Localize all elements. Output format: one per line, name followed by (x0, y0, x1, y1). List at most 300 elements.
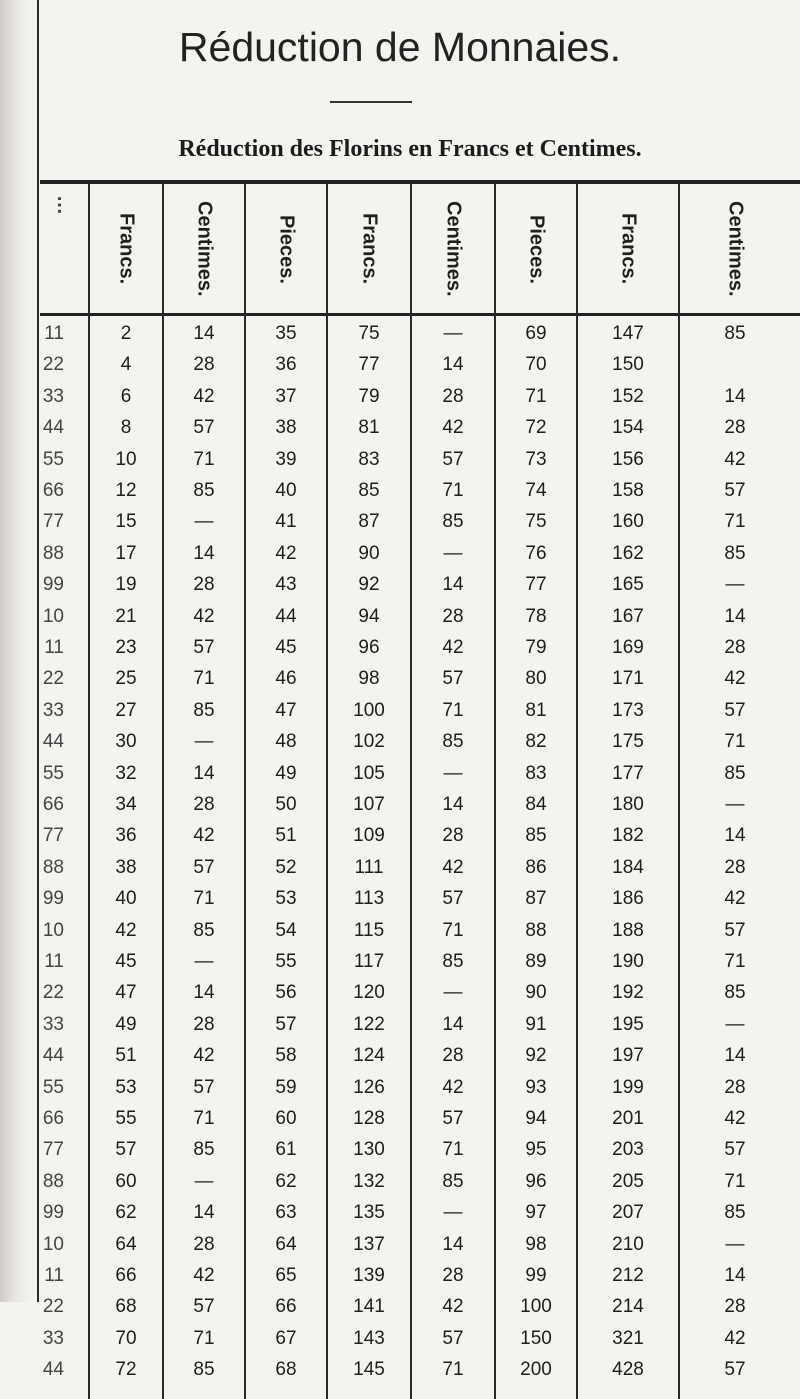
table-cell: 180 (612, 794, 644, 815)
table-cell: 207 (612, 1202, 644, 1224)
table-cell: 72 (525, 417, 547, 439)
table-row (0, 1010, 800, 1039)
cut-edge-number: 77 (42, 1139, 64, 1161)
table-cell: 195 (612, 1013, 644, 1035)
table-cell: 88 (525, 919, 547, 941)
table-cell: 28 (193, 1013, 215, 1035)
table-cell: 66 (275, 1296, 297, 1318)
table-cell: 126 (353, 1076, 385, 1098)
table-cell: 47 (275, 699, 297, 721)
table-cell: 62 (275, 1170, 297, 1192)
table-cell: 57 (724, 919, 746, 941)
table-cell: 74 (525, 480, 547, 501)
table-cell: 66 (115, 1265, 137, 1286)
table-cell: 90 (358, 542, 380, 564)
table-cell: 63 (275, 1202, 297, 1224)
table-cell: 28 (724, 1076, 746, 1098)
table-cell: 42 (724, 1327, 746, 1349)
table-cell: 139 (353, 1265, 385, 1286)
table-cell: 158 (612, 480, 644, 501)
table-cell: — (194, 731, 214, 753)
table-cell: 42 (193, 1045, 215, 1067)
table-cell: 14 (442, 794, 464, 815)
table-row (0, 790, 800, 819)
table-cell: 201 (612, 1108, 644, 1129)
table-cell: 23 (115, 637, 137, 658)
table-cell: — (443, 762, 463, 784)
table-cell: 50 (275, 794, 297, 815)
table-cell: 14 (724, 385, 746, 407)
table-header-rule (40, 313, 800, 316)
table-cell: 60 (275, 1108, 297, 1129)
table-cell: 6 (120, 385, 132, 407)
table-subtitle: Réduction des Florins en Francs et Centimes. (178, 136, 642, 162)
cut-edge-number: 10 (42, 1233, 64, 1255)
table-row (0, 476, 800, 505)
page-title: Réduction de Monnaies. (178, 24, 622, 70)
table-cell: 214 (612, 1296, 644, 1318)
table-row (0, 978, 800, 1007)
table-cell: 42 (442, 856, 464, 878)
table-top-border (40, 180, 800, 184)
table-cell: 173 (612, 699, 644, 721)
table-row (0, 539, 800, 568)
table-cell: 128 (353, 1108, 385, 1129)
table-cell: 210 (612, 1233, 644, 1255)
cut-header: … (53, 195, 75, 215)
table-cell: 96 (525, 1170, 547, 1192)
cut-edge-number: 66 (42, 480, 64, 501)
table-cell: 71 (724, 951, 746, 972)
table-cell: 96 (358, 637, 380, 658)
cut-edge-number: 10 (42, 605, 64, 627)
table-cell: 92 (525, 1045, 547, 1067)
table-cell: 84 (525, 794, 547, 815)
table-cell: 79 (358, 385, 380, 407)
table-row (0, 1355, 800, 1384)
table-cell: — (725, 574, 745, 596)
table-row (0, 1135, 800, 1164)
table-cell: 73 (525, 448, 547, 470)
table-cell: — (725, 1233, 745, 1255)
table-cell: 85 (442, 511, 464, 533)
table-row (0, 1073, 800, 1102)
table-row (0, 664, 800, 693)
table-cell: 94 (358, 605, 380, 627)
table-cell: 28 (193, 574, 215, 596)
table-cell: 79 (525, 637, 547, 658)
table-cell: 57 (724, 1359, 746, 1381)
table-cell: 177 (612, 762, 644, 784)
table-row (0, 1261, 800, 1290)
table-cell: 71 (724, 1170, 746, 1192)
table-cell: 62 (115, 1202, 137, 1224)
table-cell: 38 (115, 856, 137, 878)
table-cell: 81 (358, 417, 380, 439)
table-cell: 92 (358, 574, 380, 596)
table-cell: 35 (275, 323, 297, 344)
table-row (0, 570, 800, 599)
table-cell: 70 (115, 1327, 137, 1349)
table-cell: 85 (442, 951, 464, 972)
table-cell: 40 (275, 480, 297, 501)
table-cell: 14 (442, 1233, 464, 1255)
table-cell: 36 (115, 825, 137, 847)
table-row (0, 821, 800, 850)
table-row (0, 1324, 800, 1353)
table-cell: 14 (724, 1265, 746, 1286)
table-cell: 14 (193, 762, 215, 784)
table-row (0, 602, 800, 631)
table-cell: 43 (275, 574, 297, 596)
table-cell: 85 (193, 1359, 215, 1381)
table-cell: 85 (193, 919, 215, 941)
table-cell: 42 (724, 668, 746, 690)
table-cell: 71 (442, 699, 464, 721)
table-cell: 71 (193, 1327, 215, 1349)
table-cell: 49 (275, 762, 297, 784)
table-cell: 85 (358, 480, 380, 501)
table-cell: 77 (358, 354, 380, 376)
header-centimes-3: Centimes. (724, 201, 747, 297)
table-cell: 160 (612, 511, 644, 533)
table-cell: 154 (612, 417, 644, 439)
table-row (0, 1041, 800, 1070)
table-cell: 85 (724, 762, 746, 784)
table-row (0, 382, 800, 411)
table-cell: 100 (520, 1296, 552, 1318)
table-cell: 85 (193, 699, 215, 721)
cut-edge-number: 10 (42, 919, 64, 941)
table-cell: 141 (353, 1296, 385, 1318)
table-cell: 57 (442, 1108, 464, 1129)
table-cell: 57 (724, 1139, 746, 1161)
table-cell: 190 (612, 951, 644, 972)
table-cell: 42 (724, 888, 746, 910)
table-cell: 68 (275, 1359, 297, 1381)
table-row (0, 884, 800, 913)
cut-edge-number: 88 (42, 856, 64, 878)
table-cell: 28 (193, 1233, 215, 1255)
table-cell: 98 (358, 668, 380, 690)
table-cell: 71 (193, 1108, 215, 1129)
table-cell: 57 (193, 856, 215, 878)
cut-edge-number: 99 (42, 574, 64, 596)
table-cell: 45 (115, 951, 137, 972)
table-cell: 47 (115, 982, 137, 1004)
table-cell: 71 (442, 480, 464, 501)
table-cell: 91 (525, 1013, 547, 1035)
table-cell: 97 (525, 1202, 547, 1224)
table-cell: 132 (353, 1170, 385, 1192)
table-cell: 143 (353, 1327, 385, 1349)
header-francs-2: Francs. (358, 213, 381, 285)
table-cell: 42 (724, 1108, 746, 1129)
table-cell: 85 (724, 982, 746, 1004)
header-centimes-1: Centimes. (193, 201, 216, 297)
table-cell: 188 (612, 919, 644, 941)
table-cell: 57 (193, 1296, 215, 1318)
table-cell: 100 (353, 699, 385, 721)
table-cell: 75 (358, 323, 380, 344)
header-centimes-2: Centimes. (442, 201, 465, 297)
table-cell: 52 (275, 856, 297, 878)
table-cell: 39 (275, 448, 297, 470)
table-cell: 85 (724, 1202, 746, 1224)
title-underline (330, 101, 412, 103)
table-cell: 12 (115, 480, 137, 501)
table-cell: 14 (442, 1013, 464, 1035)
table-cell: 77 (525, 574, 547, 596)
table-cell: 67 (275, 1327, 297, 1349)
table-cell: 99 (525, 1265, 547, 1286)
table-cell: 200 (520, 1359, 552, 1381)
table-cell: 69 (525, 323, 547, 344)
table-cell: 45 (275, 637, 297, 658)
header-francs-3: Francs. (617, 213, 640, 285)
table-cell: 53 (275, 888, 297, 910)
table-cell: 184 (612, 856, 644, 878)
table-cell: 71 (724, 511, 746, 533)
table-cell: 169 (612, 637, 644, 658)
cut-edge-number: 33 (42, 1327, 64, 1349)
table-cell: 76 (525, 542, 547, 564)
table-cell: 71 (442, 1139, 464, 1161)
table-cell: 85 (525, 825, 547, 847)
cut-edge-number: 11 (44, 951, 64, 972)
table-cell: 28 (442, 385, 464, 407)
table-cell: 55 (275, 951, 297, 972)
table-cell: — (194, 951, 214, 972)
table-cell: 57 (115, 1139, 137, 1161)
table-cell: 14 (724, 1045, 746, 1067)
cut-edge-number: 44 (42, 1045, 64, 1067)
table-cell: 98 (525, 1233, 547, 1255)
table-cell: — (443, 323, 463, 344)
table-cell: 61 (275, 1139, 297, 1161)
table-row (0, 1104, 800, 1133)
cut-edge-number: 55 (42, 762, 64, 784)
table-row (0, 319, 800, 348)
table-cell: 64 (115, 1233, 137, 1255)
table-cell: 203 (612, 1139, 644, 1161)
cut-edge-number: 66 (42, 1108, 64, 1129)
table-cell: 147 (612, 323, 644, 344)
cut-edge-number: 55 (42, 1076, 64, 1098)
table-cell: 71 (193, 448, 215, 470)
table-cell: 212 (612, 1265, 644, 1286)
table-cell: 25 (115, 668, 137, 690)
table-cell: 167 (612, 605, 644, 627)
table-cell: 57 (442, 668, 464, 690)
table-cell: 83 (525, 762, 547, 784)
cut-edge-number: 55 (42, 448, 64, 470)
table-cell: 93 (525, 1076, 547, 1098)
cut-edge-number: 22 (42, 982, 64, 1004)
table-cell: 14 (724, 605, 746, 627)
table-cell: 72 (115, 1359, 137, 1381)
table-cell: 109 (353, 825, 385, 847)
table-cell: 55 (115, 1108, 137, 1129)
table-cell: 28 (724, 417, 746, 439)
table-cell: 105 (353, 762, 385, 784)
table-cell: 68 (115, 1296, 137, 1318)
table-cell: 135 (353, 1202, 385, 1224)
table-cell: 8 (120, 417, 132, 439)
table-cell: 51 (275, 825, 297, 847)
table-row (0, 1230, 800, 1259)
table-cell: — (194, 1170, 214, 1192)
table-cell: 182 (612, 825, 644, 847)
table-cell: 205 (612, 1170, 644, 1192)
table-cell: 321 (612, 1327, 644, 1349)
table-cell: 57 (724, 699, 746, 721)
table-cell: 54 (275, 919, 297, 941)
table-row (0, 350, 800, 379)
table-cell: 85 (442, 1170, 464, 1192)
table-cell: 113 (353, 888, 385, 910)
cut-edge-number: 33 (42, 1013, 64, 1035)
table-row (0, 445, 800, 474)
table-cell: 57 (275, 1013, 297, 1035)
table-cell: 28 (724, 637, 746, 658)
cut-edge-number: 88 (42, 1170, 64, 1192)
cut-edge-number: 77 (42, 511, 64, 533)
table-row (0, 727, 800, 756)
table-cell: — (725, 794, 745, 815)
table-cell: 57 (442, 1327, 464, 1349)
table-cell: 175 (612, 731, 644, 753)
table-cell: 42 (442, 1076, 464, 1098)
table-cell: 51 (115, 1045, 137, 1067)
table-cell: 85 (193, 1139, 215, 1161)
table-cell: 57 (193, 417, 215, 439)
table-cell: 70 (525, 354, 547, 376)
table-cell: 57 (442, 448, 464, 470)
table-cell: 14 (442, 574, 464, 596)
table-row (0, 853, 800, 882)
table-cell: 57 (193, 1076, 215, 1098)
cut-edge-number: 33 (42, 385, 64, 407)
table-cell: 85 (193, 480, 215, 501)
header-pieces-1: Pieces. (275, 214, 298, 284)
table-cell: 85 (724, 542, 746, 564)
table-cell: 57 (193, 637, 215, 658)
table-cell: 102 (353, 731, 385, 753)
table-cell: 21 (115, 605, 137, 627)
table-cell: 90 (525, 982, 547, 1004)
table-cell: 56 (275, 982, 297, 1004)
table-cell: 42 (193, 825, 215, 847)
table-cell: 34 (115, 794, 137, 815)
table-cell: 42 (442, 417, 464, 439)
table-cell: 162 (612, 542, 644, 564)
table-cell: 87 (525, 888, 547, 910)
table-cell: 115 (353, 919, 385, 941)
table-cell: 58 (275, 1045, 297, 1067)
table-cell: 150 (520, 1327, 552, 1349)
table-cell: 71 (442, 1359, 464, 1381)
table-cell: 71 (193, 888, 215, 910)
table-cell: 17 (115, 542, 137, 564)
table-cell: — (725, 1013, 745, 1035)
table-cell: 95 (525, 1139, 547, 1161)
cut-edge-number: 88 (42, 542, 64, 564)
table-cell: 59 (275, 1076, 297, 1098)
table-cell: 42 (724, 448, 746, 470)
table-cell: 130 (353, 1139, 385, 1161)
table-row (0, 947, 800, 976)
table-cell (680, 350, 790, 379)
header-francs-1: Francs. (115, 213, 138, 285)
table-row (0, 1198, 800, 1227)
table-cell: 40 (115, 888, 137, 910)
table-cell: 145 (353, 1359, 385, 1381)
cut-edge-number: 22 (42, 354, 64, 376)
table-cell: 42 (442, 637, 464, 658)
table-cell: 156 (612, 448, 644, 470)
table-cell: 60 (115, 1170, 137, 1192)
table-cell: 71 (442, 919, 464, 941)
table-cell: 86 (525, 856, 547, 878)
table-cell: 137 (353, 1233, 385, 1255)
table-cell: 82 (525, 731, 547, 753)
table-cell: 107 (353, 794, 385, 815)
table-cell: 32 (115, 762, 137, 784)
table-cell: 80 (525, 668, 547, 690)
table-row (0, 633, 800, 662)
table-cell: 42 (193, 1265, 215, 1286)
table-cell: 28 (193, 794, 215, 815)
table-cell: 120 (353, 982, 385, 1004)
table-cell: 36 (275, 354, 297, 376)
table-cell: 28 (724, 1296, 746, 1318)
table-cell: 122 (353, 1013, 385, 1035)
table-cell: 64 (275, 1233, 297, 1255)
table-row (0, 916, 800, 945)
cut-edge-number: 66 (42, 794, 64, 815)
table-row (0, 1167, 800, 1196)
cut-edge-number: 99 (42, 1202, 64, 1224)
table-cell: 57 (442, 888, 464, 910)
table-cell: 42 (275, 542, 297, 564)
table-cell: 124 (353, 1045, 385, 1067)
table-cell: 150 (612, 354, 644, 376)
table-cell: 14 (193, 982, 215, 1004)
cut-edge-number: 99 (42, 888, 64, 910)
table-cell: 28 (724, 856, 746, 878)
table-cell: 117 (353, 951, 385, 972)
table-cell: 28 (442, 605, 464, 627)
table-cell: 14 (193, 1202, 215, 1224)
table-cell: 42 (442, 1296, 464, 1318)
cut-edge-number: 44 (42, 1359, 64, 1381)
table-cell: 197 (612, 1045, 644, 1067)
table-cell: 28 (442, 825, 464, 847)
table-cell: 42 (193, 385, 215, 407)
table-cell: 48 (275, 731, 297, 753)
table-cell: 28 (442, 1265, 464, 1286)
table-cell: 71 (724, 731, 746, 753)
table-cell: 19 (115, 574, 137, 596)
table-cell: 186 (612, 888, 644, 910)
table-cell: 14 (193, 542, 215, 564)
table-cell: 81 (525, 699, 547, 721)
table-cell: 85 (442, 731, 464, 753)
table-cell: 165 (612, 574, 644, 596)
table-cell: 38 (275, 417, 297, 439)
table-cell: 71 (193, 668, 215, 690)
